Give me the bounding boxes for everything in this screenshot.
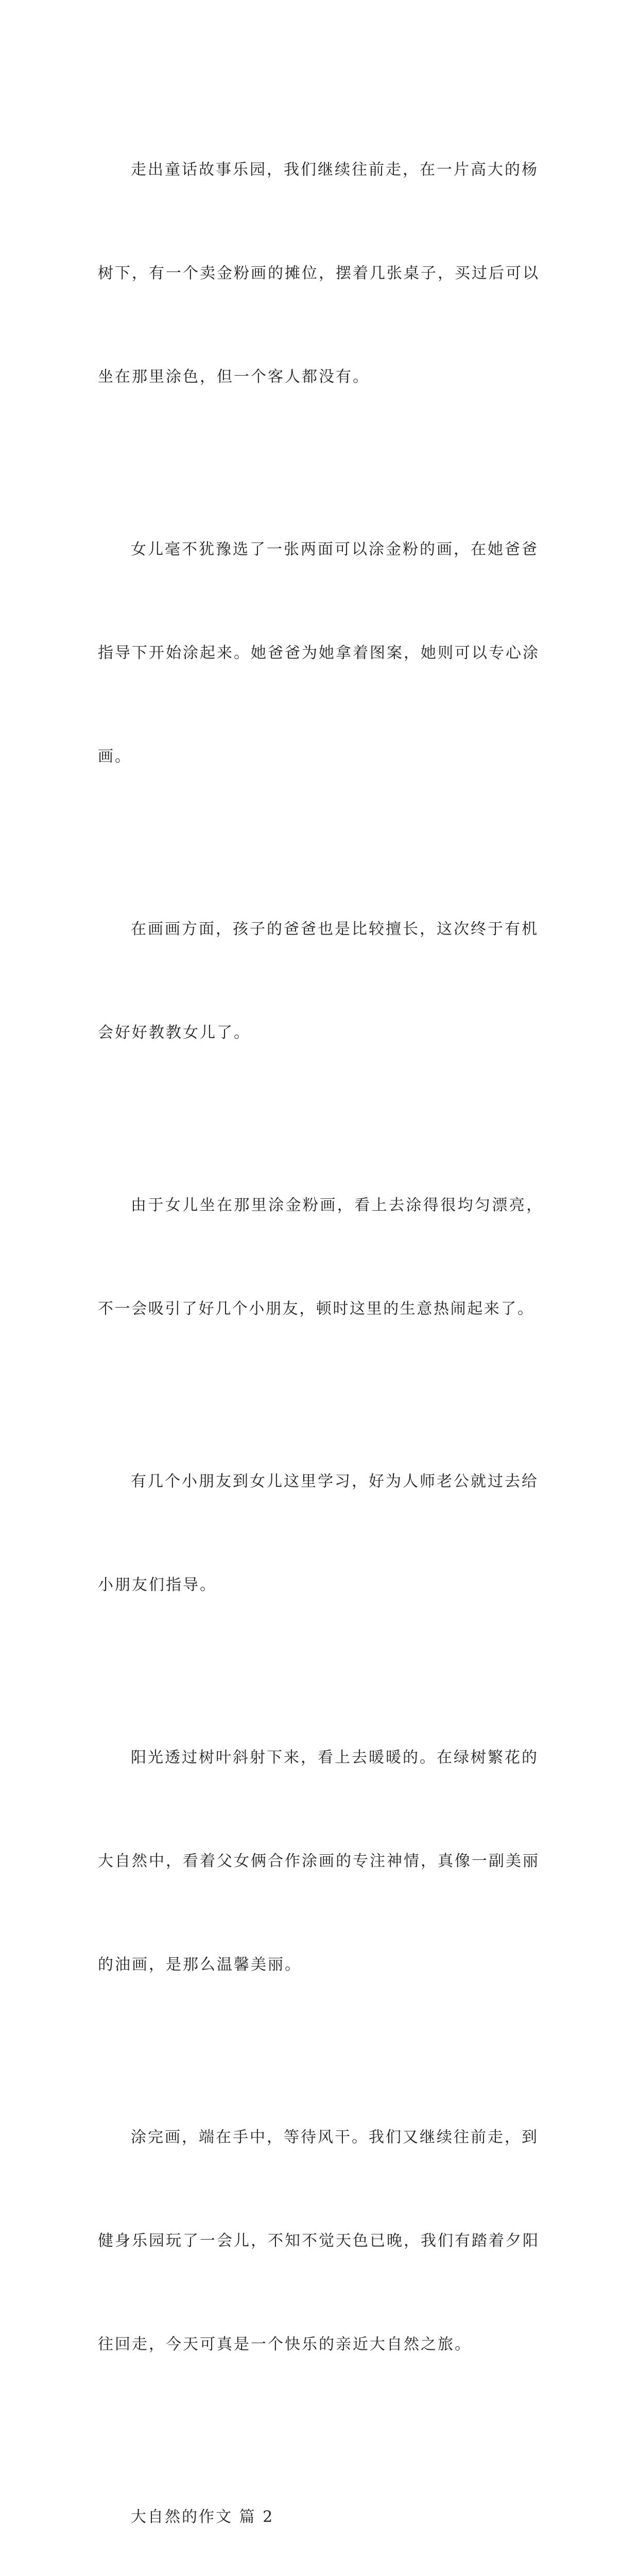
text-line: 大自然中，看着父女俩合作涂画的专注神情，真像一副美丽: [98, 1852, 540, 1870]
paragraph: [98, 1395, 551, 1671]
text-line: 女儿毫不犹豫选了一张两面可以涂金粉的画，在她爸爸: [131, 540, 539, 558]
text-line: 坐在那里涂色，但一个客人都没有。: [98, 368, 370, 386]
section-heading-text: 大自然的作文 篇 2: [131, 2508, 274, 2526]
paragraph: [98, 2051, 551, 2431]
paragraph: [98, 83, 551, 463]
text-line: 不一会吸引了好几个小朋友，顿时这里的生意热闹起来了。: [98, 1300, 534, 1318]
paragraph: [98, 1119, 551, 1395]
text-line: 有几个小朋友到女儿这里学习，好为人师老公就过去给: [131, 1472, 539, 1490]
paragraph: [98, 463, 551, 843]
text-line: 阳光透过树叶斜射下来，看上去暖暖的。在绿树繁花的: [131, 1749, 539, 1767]
text-line: 会好好教教女儿了。: [98, 1024, 251, 1042]
text-line: 指导下开始涂起来。她爸爸为她拿着图案，她则可以专心涂: [98, 644, 540, 662]
paragraph: [98, 843, 551, 1119]
text-line: 树下，有一个卖金粉画的摊位，摆着几张桌子，买过后可以: [98, 264, 540, 282]
text-line: 在画画方面，孩子的爸爸也是比较擅长，这次终于有机: [131, 920, 539, 938]
text-line: 小朋友们指导。: [98, 1576, 217, 1594]
text-line: 由于女儿坐在那里涂金粉画，看上去涂得很均匀漂亮，: [131, 1196, 544, 1214]
text-line: 涂完画，端在手中，等待风干。我们又继续往前走，到: [131, 2128, 539, 2146]
document-body: [98, 83, 551, 2576]
text-line: 画。: [98, 748, 132, 766]
text-line: 走出童话故事乐园，我们继续往前走，在一片高大的杨: [131, 161, 539, 179]
text-line: 往回走，今天可真是一个快乐的亲近大自然之旅。: [98, 2335, 472, 2353]
text-line: 的油画，是那么温馨美丽。: [98, 1956, 302, 1974]
section-heading: [98, 2431, 551, 2576]
text-line: 健身乐园玩了一会儿，不知不觉天色已晚，我们有踏着夕阳: [98, 2232, 540, 2250]
paragraph: [98, 1671, 551, 2051]
